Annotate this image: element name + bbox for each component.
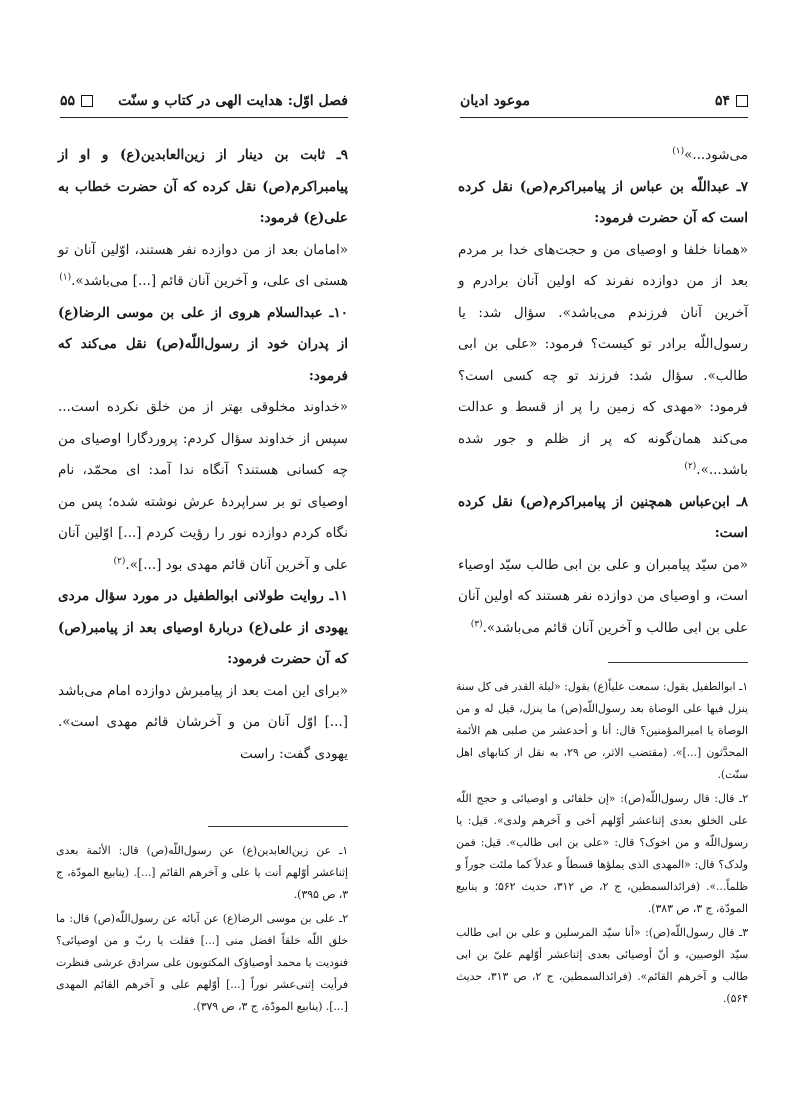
footnote: ۱ـ عن زین‌العابدین(ع) عن رسول‌اللّه(ص) قال: الأئمة بعدی إثناعشر أوّلهم أنت یا علی و آخرهم القائم [...]. (ینابیع المودّة، ج ۳، ص ۳۹۵).: [56, 844, 348, 901]
footnote: ۲ـ علی بن موسی الرضا(ع) عن آبائه عن رسول‌اللّه(ص) قال: ما خلق اللّه خلقاً افضل منی [...] فقلت یا ربّ و من اوصیائی؟ فنودیت یا محمد أوصیاؤک المکتوبون علی سرادق عرشی فنظرت فرأیت إثنی‌عشر نوراً [...] أوّلهم علی و آخرهم القائم المهدی [...]. (ینابیع المودّة، ج ۳، ص ۳۷۹).: [56, 912, 348, 1013]
footnote: ۳ـ قال رسول‌اللّه(ص): «أنا سیّد المرسلین و علی بن ابی طالب سیّد الوصیین، و أنّ أوصیائی بعدی إثناعشر أوّلهم علیّ بن ابی طالب و آخرهم القائم». (فرائدالسمطین، ج ۲، ص ۳۱۳، حدیث ۵۶۴).: [456, 926, 748, 1005]
left-footnotes: [56, 840, 348, 1020]
header-rule: [60, 117, 348, 118]
footnote-marker: (۱): [672, 146, 685, 157]
header-rule: [460, 117, 748, 118]
left-page-body: [58, 140, 348, 770]
footnote-marker: (۲): [113, 556, 126, 566]
quote-paragraph: «امامان بعد از من دوازده نفر هستند، اوّلین آنان تو هستی ای علی، و آخرین آنان قائم [...] می‌باشد».$^{(۱)}$: [58, 241, 348, 289]
footnote-divider: [208, 826, 348, 827]
page-number: ۵۴: [714, 93, 730, 109]
left-page-header: [60, 88, 348, 114]
right-page-header: [460, 88, 748, 114]
footnote-divider: [608, 662, 748, 663]
paragraph: ۹ـ ثابت بن دینار از زین‌العابدین(ع) و او از پیامبراکرم(ص) نقل کرده که آن حضرت خطاب به علی(ع) فرمود:: [58, 147, 348, 226]
paragraph: ۷ـ عبداللّه بن عباس از پیامبراکرم(ص) نقل کرده است که آن حضرت فرمود:: [458, 178, 748, 226]
right-page-body: [458, 140, 748, 644]
running-title: فصل اوّل: هدایت الهی در کتاب و سنّت: [118, 93, 348, 109]
square-icon: [81, 95, 93, 107]
running-title: موعود ادیان: [460, 93, 530, 109]
square-icon: [736, 95, 748, 107]
footnote: ۱ـ ابوالطفیل یقول: سمعت علیاً(ع) یقول: «لیلة القدر فی کل سنة ینزل فیها علی الوصاة بعد رسول‌اللّه(ص) ما ینزل، قیل له و من الوصاة یا امیرالمؤمنین؟ قال: أنا و أحدعشر من صلبی هم الأئمة المحدَّثون [...]». (مقتضب الاثر، ص ۲۹، به نقل از کتابهای اهل سنّت).: [456, 680, 748, 781]
quote-paragraph: «همانا خلفا و اوصیای من و حجت‌های خدا بر مردم بعد از من دوازده نفرند که اولین آنان برادرم و آخرین آنان فرزندم می‌باشد». سؤال شد: یا رسول‌اللّه برادر تو کیست؟ فرمود: «علی بن ابی طالب». سؤال شد: فرزند تو چه کسی است؟ فرمود: «مهدی که زمین را پر از قسط و عدالت می‌کند همان‌گونه که پر از ظلم و جور شده باشد...».$^{(۲)}$: [458, 241, 748, 478]
footnote-marker: (۳): [470, 619, 483, 629]
paragraph: ۱۱ـ روایت طولانی ابوالطفیل در مورد سؤال مردی یهودی از علی(ع) دربارهٔ اوصیای بعد از پیامبر(ص) که آن حضرت فرمود:: [58, 588, 348, 667]
footnote-marker: (۱): [59, 272, 72, 283]
paragraph: ۸ـ ابن‌عباس همچنین از پیامبراکرم(ص) نقل کرده است:: [458, 493, 748, 541]
quote-paragraph: «من سیّد پیامبران و علی بن ابی طالب سیّد اوصیاء است، و اوصیای من دوازده نفر هستند که اولین آنان علی بن ابی طالب و آخرین آنان قائم می‌باشد».$^{(۳)}$: [458, 556, 748, 636]
footnote-marker: (۲): [684, 461, 697, 472]
paragraph: ۱۰ـ عبدالسلام هروی از علی بن موسی الرضا(ع) از پدران خود از رسول‌اللّه(ص) نقل می‌کند که فرمود:: [58, 304, 348, 384]
footnote: ۲ـ قال: قال رسول‌اللّه(ص): «إن خلفائی و اوصیائی و حجج اللّه علی الخلق بعدی إثناعشر أوّلهم أخی و آخرهم ولدی». قیل: یا رسول‌اللّه و من اخوک؟ قال: «علی بن ابی طالب». قیل: فمن ولدک؟ قال: «المهدی الذی یملؤها قسطاً و عدلاً کما ملئت جوراً و ظلماً...». (فرائدالسمطین، ج ۲، ص ۳۱۲، حدیث ۵۶۲؛ و ینابیع المودّة، ج ۳، ص ۳۸۳).: [456, 792, 748, 915]
quote-paragraph: «خداوند مخلوقی بهتر از من خلق نکرده است... سپس از خداوند سؤال کردم: پروردگارا اوصیای من چه کسانی هستند؟ آنگاه ندا آمد: ای محمّد، نام اوصیای تو بر سراپردهٔ عرش نوشته شده؛ پس من نگاه کردم دوازده نور را رؤیت کردم [...] اوّلین آنان علی و آخرین آنان قائم مهدی بود [...]».$^{(۲)}$: [58, 399, 348, 573]
page-number: ۵۵: [60, 93, 76, 109]
quote-paragraph: می‌شود...»$^{(۱)}$: [672, 146, 748, 163]
quote-paragraph: «برای این امت بعد از پیامبرش دوازده امام می‌باشد [...] اوّل آنان من و آخرشان قائم مهدی است». یهودی گفت: راست: [58, 682, 348, 762]
right-footnotes: [456, 676, 748, 1012]
page-number-block: [715, 93, 748, 109]
page-number-block: [60, 93, 93, 109]
right-page: [400, 0, 800, 1100]
